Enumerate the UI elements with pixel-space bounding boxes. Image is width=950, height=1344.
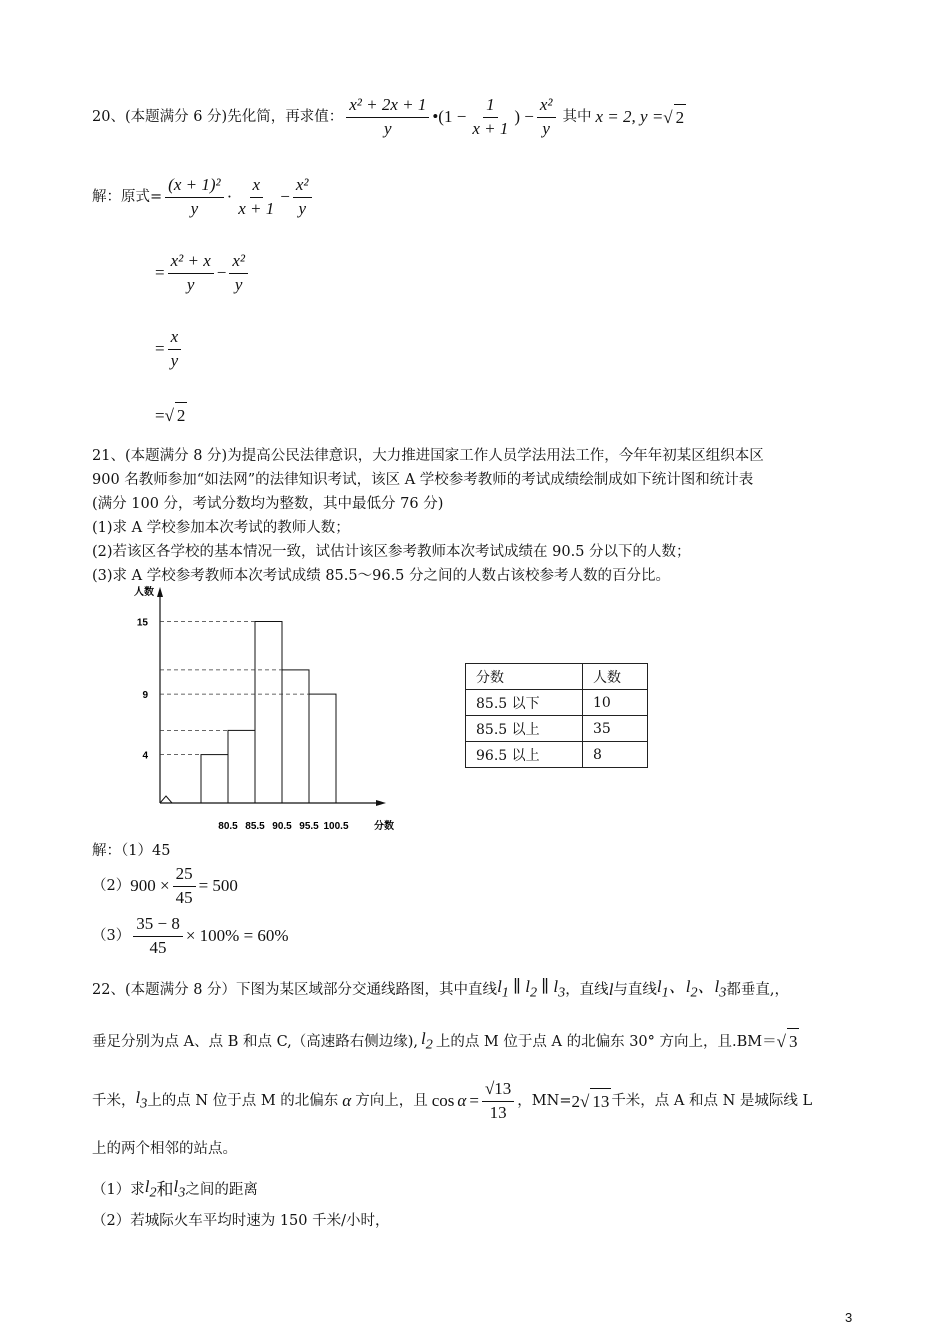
histogram-chart [120, 583, 440, 843]
q20-frac3: $\frac{\text{x²}}{y}$ [537, 96, 556, 138]
q22-line4: 上的两个相邻的站点。 [92, 1141, 237, 1157]
x-axis-arrow [376, 800, 386, 806]
table-header: 人数 [583, 664, 648, 690]
table-header: 分数 [466, 664, 583, 690]
q21-line2: 900 名教师参加“如法网”的法律知识考试，该区 A 学校参考教师的考试成绩绘制成如下统计图和统计表 [92, 472, 754, 488]
x-tick-label: 100.5 [323, 821, 349, 832]
x-tick-label: 95.5 [299, 821, 319, 832]
q20-statement: 20、(本题满分 6 分)先化简，再求值： $\frac{\text{x² + 2x + 1}}{y}$ •(1 − $\frac{1}{x + 1}$ ) − $\frac{\text{x²}}{y}$ 其中 x = 2, y = √ 2 [92, 95, 685, 138]
histogram-bar [228, 730, 255, 803]
q21-sub1: (1)求 A 学校参加本次考试的教师人数； [92, 520, 350, 536]
q21-sub3: (3)求 A 学校参考教师本次考试成绩 85.5～96.5 分之间的人数占该校参考人数的百分比。 [92, 568, 671, 584]
x-axis-label: 分数 [374, 821, 394, 832]
y-tick-label: 9 [142, 690, 148, 702]
table-row: 85.5 以下 10 [466, 690, 648, 716]
q21-answer3: （3） $\frac{35 - 8}{45}$ × 100% = 60% [92, 914, 289, 957]
x-tick-label: 90.5 [272, 821, 292, 832]
y-tick-label: 15 [136, 617, 148, 629]
y-axis-arrow [157, 587, 163, 597]
y-axis-label: 人数 [134, 587, 154, 598]
histogram-bar [255, 622, 282, 804]
q20-frac2: $\frac{1}{x + 1}$ [472, 95, 509, 138]
table-row: 85.5 以上 35 [466, 716, 648, 742]
table-row: 96.5 以上 8 [466, 742, 648, 768]
x-tick-label: 80.5 [218, 821, 238, 832]
score-table [465, 663, 648, 768]
q20-solution-step2: = $\frac{\text{x² + x}}{y}$ − $\frac{\text{x²}}{y}$ [155, 252, 251, 294]
axis-break [160, 796, 172, 803]
table-header-row [466, 664, 648, 690]
q20-frac1: $\frac{\text{x² + 2x + 1}}{y}$ [346, 96, 429, 138]
q22-sub2: （2）若城际火车平均时速为 150 千米/小时， [92, 1213, 390, 1229]
q22-line3: 千米， $l_3$ 上的点 N 位于点 M 的北偏东 α 方向上，且 cos α = $\frac{√13}{13}$ ，MN= 2√ 13 千米，点 A 和点 N 是城际线 L [92, 1079, 813, 1122]
q21-answer2: （2） 900 × $\frac{25}{45}$ = 500 [92, 864, 238, 907]
q20-solution-step4: =√ 2 [155, 402, 187, 430]
q20-solution-step1: 解：原式= $\frac{\text{(x + 1)²}}{y}$ · $\frac{x}{x + 1}$ − $\frac{\text{x²}}{y}$ [92, 176, 315, 218]
q21-answer1: 解：（1）45 [92, 843, 171, 859]
q21-line3: (满分 100 分，考试分数均为整数，其中最低分 76 分) [92, 496, 444, 512]
histogram-bar [282, 670, 309, 803]
histogram-bar [309, 694, 336, 803]
x-tick-label: 85.5 [245, 821, 265, 832]
q20-root: 2 [674, 104, 687, 131]
y-tick-label: 4 [142, 750, 148, 762]
page-number: 3 [845, 1310, 853, 1325]
q22-sub1: （1）求 $l_2$ 和 $l_3$ 之间的距离 [92, 1177, 258, 1201]
q21-sub2: (2)若该区各学校的基本情况一致，试估计该区参考教师本次考试成绩在 90.5 分以下的人数； [92, 544, 691, 560]
histogram-bar [201, 755, 228, 803]
q20-solution-step3: = $\frac{x}{y}$ [155, 328, 184, 370]
q21-line1: 21、(本题满分 8 分)为提高公民法律意识，大力推进国家工作人员学法用法工作，今年年初某区组织本区 [92, 448, 764, 464]
q22-line1: 22、(本题满分 8 分）下图为某区域部分交通线路图，其中直线 $l_1$ ∥ $l_2$ ∥ $l_3$ ，直线 l 与直线 $l_1$、$l_2$、$l_3$ 都垂直,， [92, 977, 789, 1001]
q22-line2: 垂足分别为点 A、点 B 和点 C,（高速路右侧边缘), $l_2$ 上的点 M 位于点 A 的北偏东 30° 方向上，且.BM＝ √ 3 [92, 1026, 799, 1057]
